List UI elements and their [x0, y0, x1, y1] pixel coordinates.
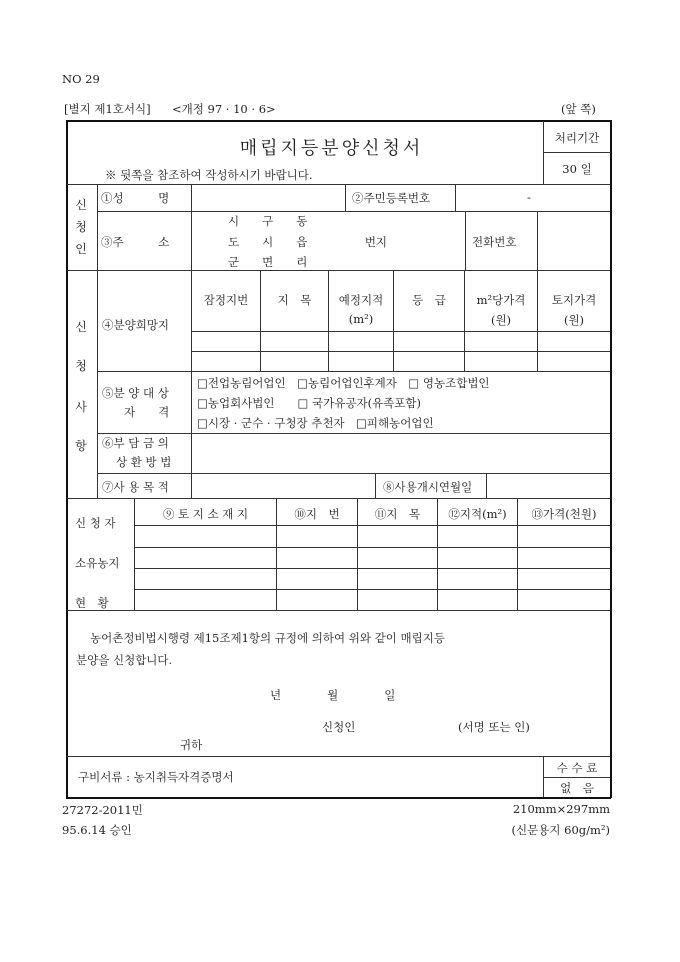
start-date-label: ⑧사용개시연월일 [383, 480, 473, 494]
form-top-border [66, 120, 611, 122]
fee-label: 수 수 료 [556, 761, 598, 775]
form-right-border [610, 120, 612, 798]
statement-line-2: 분양을 신청합니다. [76, 653, 173, 667]
required-documents: 구비서류 : 농지취득자격증명서 [78, 770, 234, 784]
col-location-header: ⑨ 토 지 소 재 지 [162, 507, 249, 521]
doc-number: NO 29 [62, 72, 100, 86]
statement-line-1: 농어촌정비법시행령 제15조제1항의 규정에 의하여 위와 같이 매립지등 [90, 631, 445, 645]
page-title: 매립지등분양신청서 [239, 138, 424, 159]
request-group-char: 항 [75, 439, 87, 453]
col-unit-price-header: m²당가격 [476, 293, 526, 307]
form-left-border [66, 120, 68, 798]
col-category-header: 지 목 [277, 293, 312, 307]
processing-label: 처리기간 [554, 131, 600, 145]
footer-approval: 95.6.14 승인 [62, 823, 132, 837]
name-label: ①성 명 [101, 191, 170, 205]
footer-paper: (신문용지 60g/m²) [511, 823, 610, 837]
col-grade-header: 등 급 [412, 293, 446, 307]
farmland-label-2: 소유농지 [75, 556, 120, 570]
form-bottom-border [66, 797, 611, 799]
eligibility-options-2[interactable]: □농업회사법인 □ 국가유공자(유족포함) [197, 396, 421, 410]
request-group-char: 청 [75, 359, 87, 373]
eligibility-label: ⑤분 양 대 상 [102, 386, 169, 400]
revision-note: <개정 97 · 10 · 6> [172, 102, 276, 116]
signature-note: (서명 또는 인) [458, 720, 530, 734]
processing-value: 30 일 [562, 162, 592, 176]
repayment-label: ⑥부 담 금 의 [102, 436, 169, 450]
guide-note: ※ 뒷쪽을 참조하여 작성하시기 바랍니다. [105, 168, 313, 182]
rrn-label: ②주민등록번호 [352, 191, 431, 205]
col-area-header: 예정지적 [338, 293, 384, 307]
repayment-label-2: 상 환 방 법 [116, 455, 172, 469]
applicant-group-char: 신 [75, 198, 87, 212]
purpose-label: ⑦사 용 목 적 [102, 480, 169, 494]
land-label: ④분양희망지 [102, 318, 170, 332]
applicant-group-char: 인 [75, 242, 87, 256]
rrn-separator: - [527, 190, 531, 204]
col-area-header: ⑫지적(m²) [448, 507, 507, 521]
address-line-2: 도 시 읍 번지 [228, 235, 388, 249]
applicant-sign-label: 신청인 [322, 720, 356, 734]
col-unit-price-unit: (원) [490, 313, 512, 327]
farmland-label-1: 신 청 자 [75, 516, 116, 530]
farmland-label-3: 현 황 [75, 596, 109, 610]
col-land-price-unit: (원) [563, 313, 585, 327]
date-line: 년 월 일 [270, 688, 396, 702]
eligibility-options-3[interactable]: □시장 · 군수 · 구청장 추천자 □피해농어업인 [197, 416, 434, 430]
request-group-char: 사 [75, 400, 87, 414]
col-area-unit: (m²) [348, 312, 374, 326]
phone-label: 전화번호 [472, 235, 517, 249]
address-label: ③주 소 [101, 235, 170, 249]
request-group-char: 신 [75, 320, 87, 334]
footer-size: 210mm×297mm [512, 802, 610, 816]
col-price-header: ⑬가격(천원) [531, 507, 597, 521]
col-lot-header: 잠정지번 [203, 293, 249, 307]
col-land-price-header: 토지가격 [551, 293, 597, 307]
form-label: [별지 제1호서식] [64, 102, 151, 116]
footer-code: 27272-2011민 [62, 803, 143, 817]
col-lot-header: ⑩지 번 [294, 507, 340, 521]
eligibility-label-2: 자 격 [124, 405, 170, 419]
applicant-group-char: 청 [75, 220, 87, 234]
eligibility-options-1[interactable]: □전업농림어업인 □농림어업인후계자 □ 영농조합법인 [197, 376, 490, 390]
addressee: 귀하 [180, 738, 203, 752]
address-line-3: 군 면 리 [228, 255, 308, 269]
address-line-1: 시 구 동 [228, 214, 308, 228]
fee-value: 없 음 [560, 781, 594, 795]
page-side: (앞 쪽) [561, 102, 596, 116]
col-category-header: ⑪지 목 [374, 507, 421, 521]
